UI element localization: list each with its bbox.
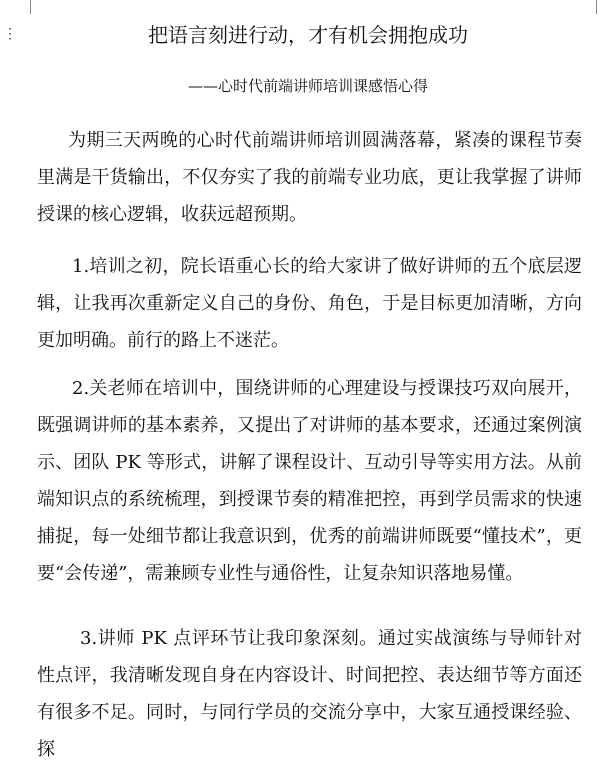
page-corner-mark-left bbox=[30, 0, 31, 14]
page-corner-mark-right bbox=[596, 0, 597, 14]
paragraph-point-2: 2.关老师在培训中，围绕讲师的心理建设与授课技巧双向展开，既强调讲师的基本素养，又提出了对讲师的基本要求，还通过案例演示、团队 PK 等形式，讲解了课程设计、互动引导等实用方法。从前端知识点的系统梳理，到授课节奏的精准把控，再到学员需求的快速捕捉，每一处细节都让我意识到，优秀的前端讲师既要“懂技术”，更要“会传递”，需兼顾专业性与通俗性，让复杂知识落地易懂。 bbox=[37, 378, 582, 584]
paragraph-intro: 为期三天两晚的心时代前端讲师培训圆满落幕，紧凑的课程节奏里满是干货输出，不仅夯实了我的前端专业功底，更让我掌握了讲师授课的核心逻辑，收获远超预期。 bbox=[37, 130, 582, 225]
document-title: 把语言刻进行动，才有机会拥抱成功 bbox=[148, 23, 468, 47]
paragraph-point-1: 1.培训之初，院长语重心长的给大家讲了做好讲师的五个底层逻辑，让我再次重新定义自己的身份、角色，于是目标更加清晰，方向更加明确。前行的路上不迷茫。 bbox=[37, 256, 582, 351]
paragraph-point-3: 3.讲师 PK 点评环节让我印象深刻。通过实战演练与导师针对性点评，我清晰发现自身在内容设计、时间把控、表达细节等方面还有很多不足。同时，与同行学员的交流分享中，大家互通授课经验、探 bbox=[37, 628, 582, 760]
document-subtitle: ——心时代前端讲师培训课感悟心得 bbox=[187, 77, 428, 95]
